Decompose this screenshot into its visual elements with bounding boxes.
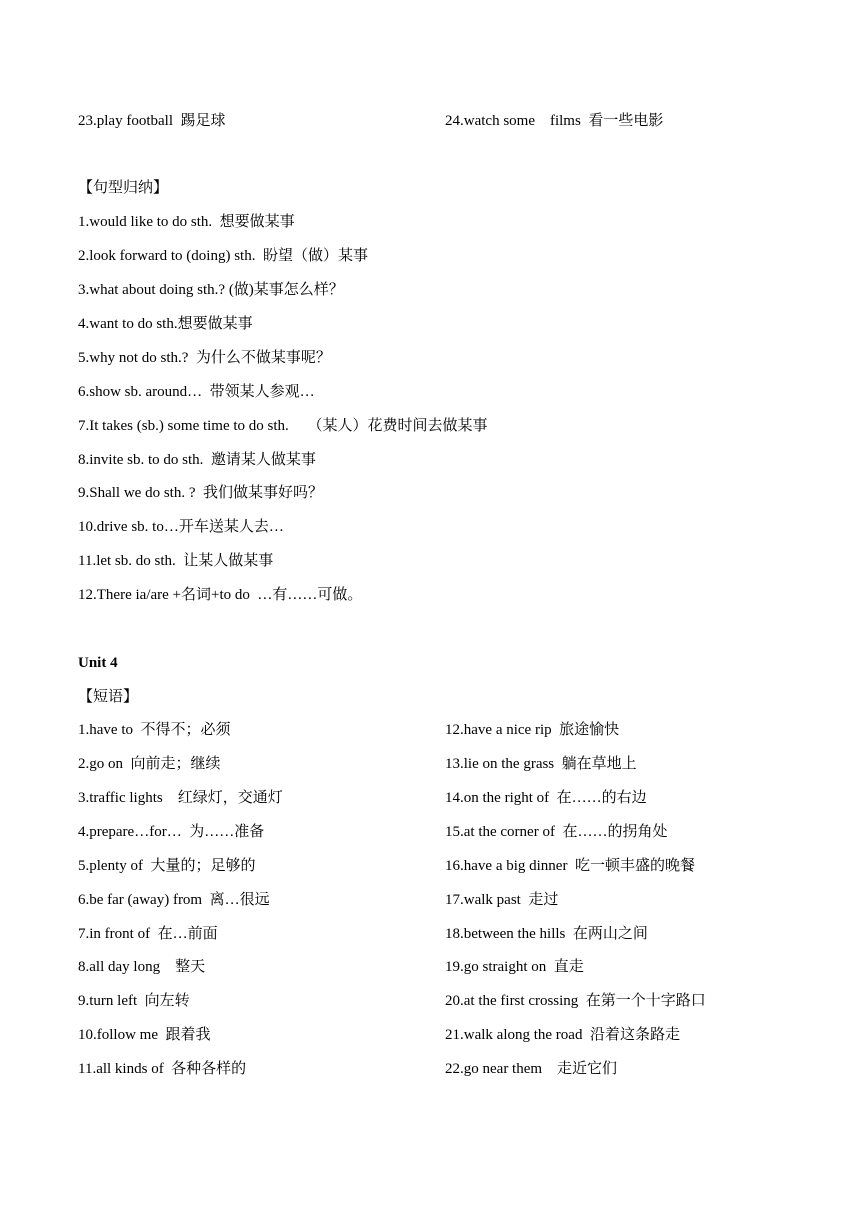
phrase-item: 19.go straight on 直走 (445, 959, 584, 975)
phrase-item: 5.plenty of 大量的；足够的 (78, 858, 256, 874)
phrase-item: 13.lie on the grass 躺在草地上 (445, 756, 637, 772)
sentence-item: 4.want to do sth.想要做某事 (78, 316, 253, 332)
sentence-item: 9.Shall we do sth. ? 我们做某事好吗？ (78, 485, 323, 501)
sentence-item: 10.drive sb. to…开车送某人去… (78, 519, 284, 535)
sentence-item: 8.invite sb. to do sth. 邀请某人做某事 (78, 452, 316, 468)
phrase-item: 9.turn left 向左转 (78, 993, 190, 1009)
phrase-item: 8.all day long 整天 (78, 959, 206, 975)
phrase-item-23: 23.play football 踢足球 (78, 113, 226, 129)
phrase-item: 3.traffic lights 红绿灯，交通灯 (78, 790, 283, 806)
phrase-item: 10.follow me 跟着我 (78, 1027, 211, 1043)
sentence-patterns-heading: 【句型归纳】 (78, 180, 169, 196)
phrase-item: 16.have a big dinner 吃一顿丰盛的晚餐 (445, 858, 695, 874)
phrase-item: 18.between the hills 在两山之间 (445, 926, 648, 942)
phrase-item: 6.be far (away) from 离…很远 (78, 892, 270, 908)
phrase-item: 20.at the first crossing 在第一个十字路口 (445, 993, 706, 1009)
phrases-heading: 【短语】 (78, 689, 139, 705)
unit-title: Unit 4 (78, 655, 118, 671)
phrase-item: 21.walk along the road 沿着这条路走 (445, 1027, 680, 1043)
sentence-item: 1.would like to do sth. 想要做某事 (78, 214, 295, 230)
sentence-item: 12.There ia/are +名词+to do …有……可做。 (78, 587, 363, 603)
phrase-item: 7.in front of 在…前面 (78, 926, 218, 942)
sentence-item: 5.why not do sth.? 为什么不做某事呢？ (78, 350, 331, 366)
sentence-item: 6.show sb. around… 带领某人参观… (78, 384, 315, 400)
phrase-item: 4.prepare…for… 为……准备 (78, 824, 265, 840)
phrase-item: 22.go near them 走近它们 (445, 1061, 618, 1077)
phrase-item: 12.have a nice rip 旅途愉快 (445, 722, 620, 738)
sentence-item: 3.what about doing sth.? (做)某事怎么样？ (78, 282, 344, 298)
phrase-item: 2.go on 向前走；继续 (78, 756, 221, 772)
sentence-item: 2.look forward to (doing) sth. 盼望（做）某事 (78, 248, 368, 264)
phrase-item: 11.all kinds of 各种各样的 (78, 1061, 247, 1077)
phrase-item: 1.have to 不得不；必须 (78, 722, 231, 738)
phrase-item: 15.at the corner of 在……的拐角处 (445, 824, 668, 840)
phrase-item: 14.on the right of 在……的右边 (445, 790, 647, 806)
phrase-item-24: 24.watch some films 看一些电影 (445, 113, 664, 129)
sentence-item: 11.let sb. do sth. 让某人做某事 (78, 553, 274, 569)
phrase-item: 17.walk past 走过 (445, 892, 559, 908)
sentence-item: 7.It takes (sb.) some time to do sth. （某人）花费时间去做某事 (78, 418, 488, 434)
